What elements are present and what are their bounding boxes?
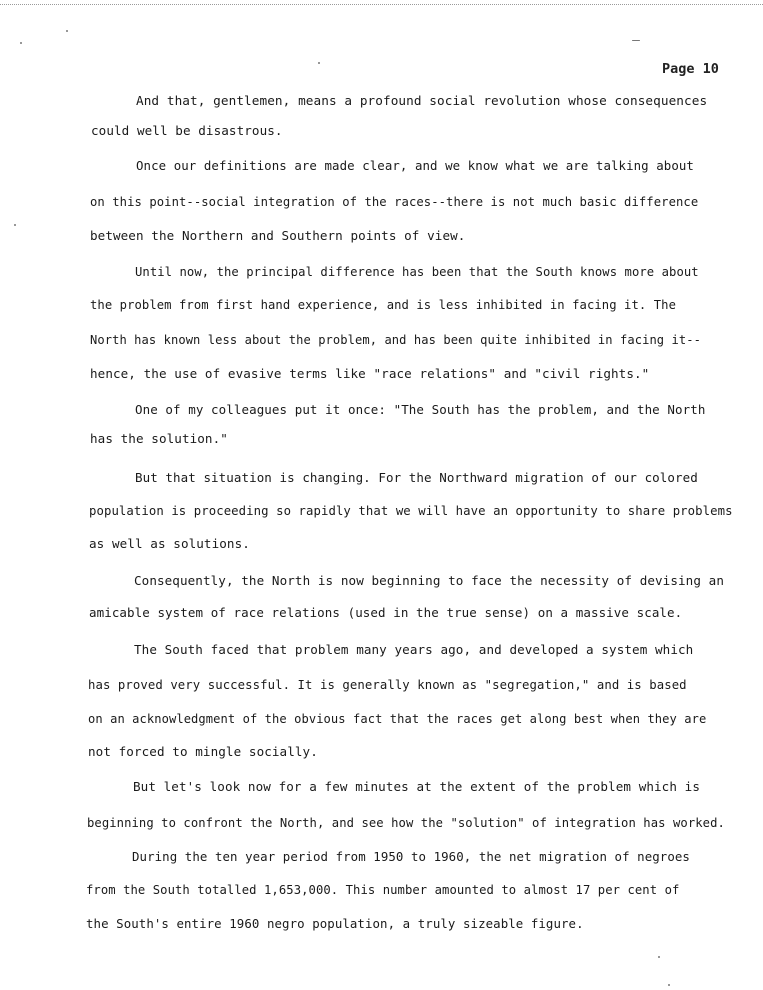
text-line: Until now, the principal difference has been that the South knows more about xyxy=(135,265,699,279)
text-line: hence, the use of evasive terms like "race relations" and "civil rights." xyxy=(90,366,650,381)
text-line: from the South totalled 1,653,000. This number amounted to almost 17 per cent of xyxy=(86,883,680,897)
scan-speck xyxy=(318,62,320,64)
scan-speck xyxy=(668,984,670,986)
page-top-edge xyxy=(0,4,763,5)
text-line: the South's entire 1960 negro population, a truly sizeable figure. xyxy=(86,916,584,931)
text-line: on this point--social integration of the races--there is not much basic difference xyxy=(90,195,699,209)
scan-speck xyxy=(658,956,660,958)
scan-speck xyxy=(20,42,22,44)
text-line: North has known less about the problem, and has been quite inhibited in facing it-- xyxy=(90,333,701,347)
text-line: the problem from first hand experience, and is less inhibited in facing it. The xyxy=(90,298,676,312)
text-line: amicable system of race relations (used in the true sense) on a massive scale. xyxy=(89,605,683,620)
text-line: The South faced that problem many years ago, and developed a system which xyxy=(134,642,694,657)
text-line: on an acknowledgment of the obvious fact that the races get along best when they are xyxy=(88,712,707,726)
text-line: Once our definitions are made clear, and we know what we are talking about xyxy=(136,158,694,173)
text-line: between the Northern and Southern points of view. xyxy=(90,228,466,243)
text-line: One of my colleagues put it once: "The South has the problem, and the North xyxy=(135,402,706,417)
text-line: But that situation is changing. For the Northward migration of our colored xyxy=(135,470,698,485)
scan-speck xyxy=(632,40,640,41)
text-line: During the ten year period from 1950 to 1960, the net migration of negroes xyxy=(132,849,690,864)
text-line: not forced to mingle socially. xyxy=(88,744,318,759)
text-line: population is proceeding so rapidly that we will have an opportunity to share problems xyxy=(89,504,733,518)
text-line: has the solution." xyxy=(90,431,228,446)
text-line: as well as solutions. xyxy=(89,536,250,551)
text-line: has proved very successful. It is generally known as "segregation," and is based xyxy=(88,678,687,692)
text-line: Consequently, the North is now beginning to face the necessity of devising an xyxy=(134,573,724,588)
scan-speck xyxy=(14,224,16,226)
scan-speck xyxy=(66,30,68,32)
text-line: beginning to confront the North, and see how the "solution" of integration has worked. xyxy=(87,816,725,830)
page-number: Page 10 xyxy=(662,61,719,77)
text-line: could well be disastrous. xyxy=(91,123,283,138)
text-line: And that, gentlemen, means a profound social revolution whose consequences xyxy=(136,93,708,108)
text-line: But let's look now for a few minutes at the extent of the problem which is xyxy=(133,779,700,794)
